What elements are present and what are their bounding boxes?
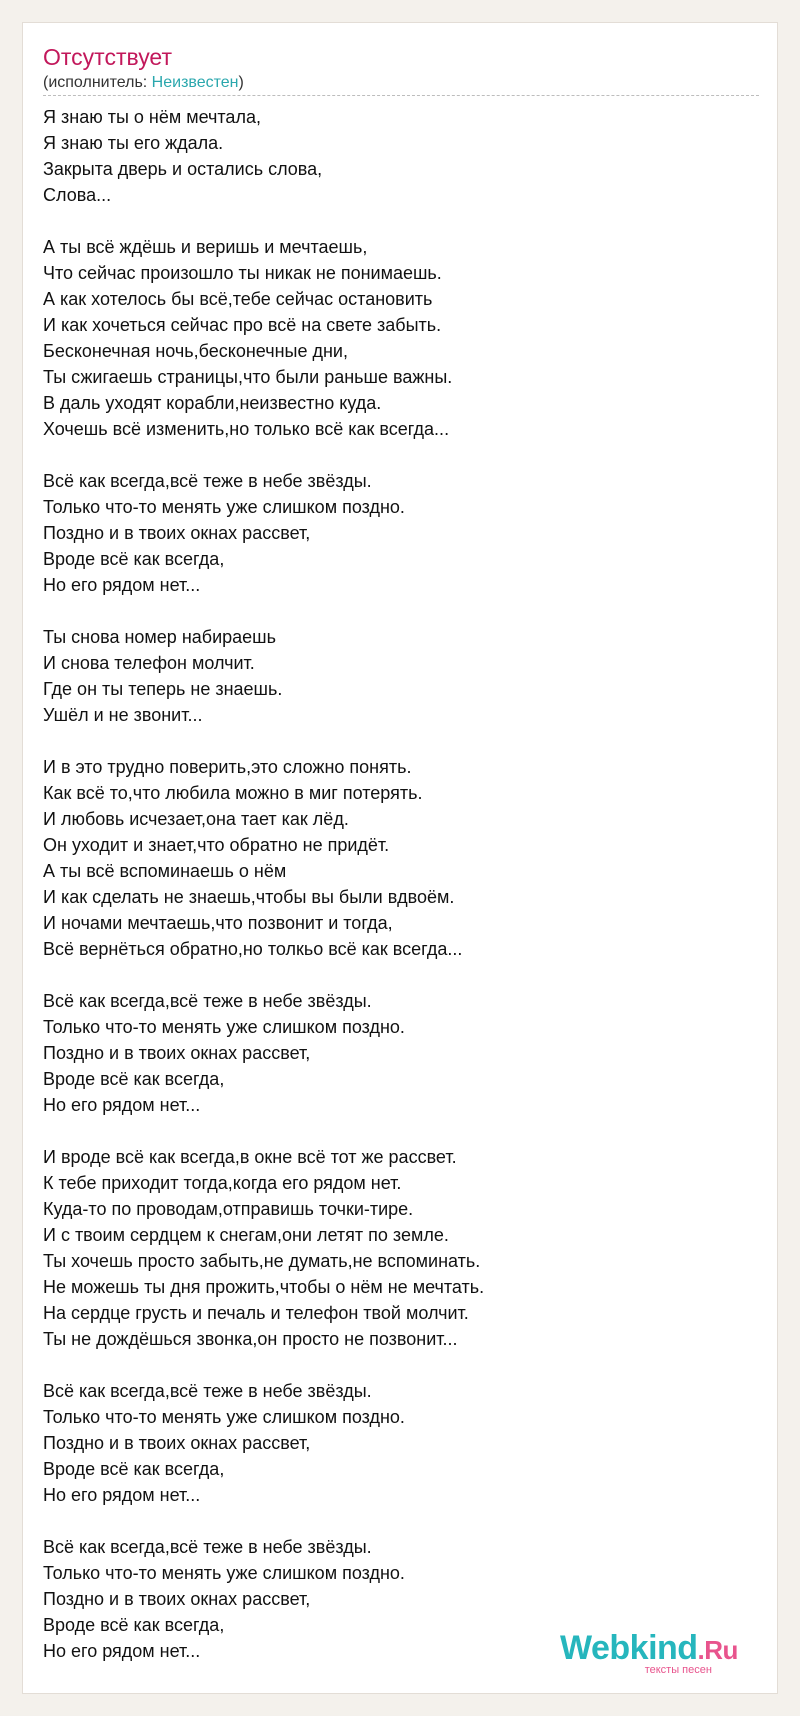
lyric-line: Вроде всё как всегда, — [43, 1459, 225, 1479]
lyric-line: Только что-то менять уже слишком поздно. — [43, 1407, 405, 1427]
lyric-line: Всё как всегда,всё теже в небе звёзды. — [43, 1381, 372, 1401]
lyric-line: Но его рядом нет... — [43, 1641, 201, 1661]
logo-main-text: Webkind — [560, 1629, 698, 1667]
artist-link[interactable]: Неизвестен — [151, 74, 239, 91]
lyric-line: Ты снова номер набираешь — [43, 627, 276, 647]
lyric-line: И как сделать не знаешь,чтобы вы были вдвоём. — [43, 887, 455, 907]
lyric-line: Всё как всегда,всё теже в небе звёзды. — [43, 471, 372, 491]
stanza-break — [43, 598, 759, 624]
lyric-line: Ты хочешь просто забыть,не думать,не вспоминать. — [43, 1251, 481, 1271]
lyric-line: Только что-то менять уже слишком поздно. — [43, 497, 405, 517]
lyric-line: Слова... — [43, 185, 112, 205]
lyric-line: А ты всё вспоминаешь о нём — [43, 861, 287, 881]
lyric-line: А ты всё ждёшь и веришь и мечтаешь, — [43, 237, 368, 257]
lyric-line: Всё как всегда,всё теже в небе звёзды. — [43, 1537, 372, 1557]
lyrics-card — [22, 22, 778, 1694]
logo-tld-text: .Ru — [697, 1635, 738, 1665]
lyric-line: Поздно и в твоих окнах рассвет, — [43, 1589, 311, 1609]
lyric-line: Куда-то по проводам,отправишь точки-тире. — [43, 1199, 414, 1219]
performer-line — [43, 73, 244, 93]
lyric-line: Только что-то менять уже слишком поздно. — [43, 1563, 405, 1583]
lyric-line: Вроде всё как всегда, — [43, 549, 225, 569]
lyric-line: К тебе приходит тогда,когда его рядом нет. — [43, 1173, 402, 1193]
stanza-break — [43, 1352, 759, 1378]
lyric-line: Всё как всегда,всё теже в небе звёзды. — [43, 991, 372, 1011]
lyric-line: И в это трудно поверить,это сложно понять. — [43, 757, 412, 777]
lyric-line: Ты не дождёшься звонка,он просто не позвонит... — [43, 1329, 458, 1349]
lyric-line: Поздно и в твоих окнах рассвет, — [43, 1043, 311, 1063]
song-title: Отсутствует — [43, 44, 172, 70]
stanza-break — [43, 442, 759, 468]
lyric-line: Вроде всё как всегда, — [43, 1615, 225, 1635]
stanza-break — [43, 728, 759, 754]
lyric-line: Я знаю ты его ждала. — [43, 133, 224, 153]
lyric-line: В даль уходят корабли,неизвестно куда. — [43, 393, 382, 413]
lyric-line: Только что-то менять уже слишком поздно. — [43, 1017, 405, 1037]
lyric-line: И вроде всё как всегда,в окне всё тот же рассвет. — [43, 1147, 457, 1167]
lyric-line: Всё вернёться обратно,но толкьо всё как всегда... — [43, 939, 463, 959]
lyric-line: И как хочеться сейчас про всё на свете забыть. — [43, 315, 442, 335]
lyric-line: Где он ты теперь не знаешь. — [43, 679, 283, 699]
lyric-line: Ушёл и не звонит... — [43, 705, 203, 725]
logo-tagline: тексты песен — [644, 1664, 712, 1676]
stanza-break — [43, 962, 759, 988]
stanza-break — [43, 1118, 759, 1144]
lyrics-text — [43, 104, 759, 1664]
lyric-line: Хочешь всё изменить,но только всё как всегда... — [43, 419, 450, 439]
lyric-line: И любовь исчезает,она тает как лёд. — [43, 809, 349, 829]
lyric-line: Ты сжигаешь страницы,что были раньше важны. — [43, 367, 453, 387]
lyric-line: Закрыта дверь и остались слова, — [43, 159, 323, 179]
lyric-line: Что сейчас произошло ты никак не понимаешь. — [43, 263, 442, 283]
lyric-line: Поздно и в твоих окнах рассвет, — [43, 523, 311, 543]
webkind-logo[interactable] — [560, 1630, 738, 1676]
lyric-line: Но его рядом нет... — [43, 575, 201, 595]
lyric-line: И с твоим сердцем к снегам,они летят по земле. — [43, 1225, 449, 1245]
stanza-break — [43, 1508, 759, 1534]
logo-wordmark — [560, 1630, 738, 1668]
lyric-line: Не можешь ты дня прожить,чтобы о нём не мечтать. — [43, 1277, 485, 1297]
lyric-line: И ночами мечтаешь,что позвонит и тогда, — [43, 913, 393, 933]
lyric-line: Он уходит и знает,что обратно не придёт. — [43, 835, 390, 855]
stanza-break — [43, 208, 759, 234]
dashed-divider — [43, 95, 759, 96]
lyric-line: Как всё то,что любила можно в миг потерять. — [43, 783, 423, 803]
lyric-line: Поздно и в твоих окнах рассвет, — [43, 1433, 311, 1453]
lyric-line: На сердце грусть и печаль и телефон твой молчит. — [43, 1303, 469, 1323]
lyric-line: Вроде всё как всегда, — [43, 1069, 225, 1089]
performer-prefix: (исполнитель: — [43, 74, 152, 91]
lyric-line: И снова телефон молчит. — [43, 653, 255, 673]
lyric-line: Бесконечная ночь,бесконечные дни, — [43, 341, 348, 361]
performer-suffix: ) — [238, 74, 244, 91]
lyric-line: Но его рядом нет... — [43, 1095, 201, 1115]
lyric-line: А как хотелось бы всё,тебе сейчас остановить — [43, 289, 433, 309]
lyric-line: Но его рядом нет... — [43, 1485, 201, 1505]
lyric-line: Я знаю ты о нём мечтала, — [43, 107, 261, 127]
